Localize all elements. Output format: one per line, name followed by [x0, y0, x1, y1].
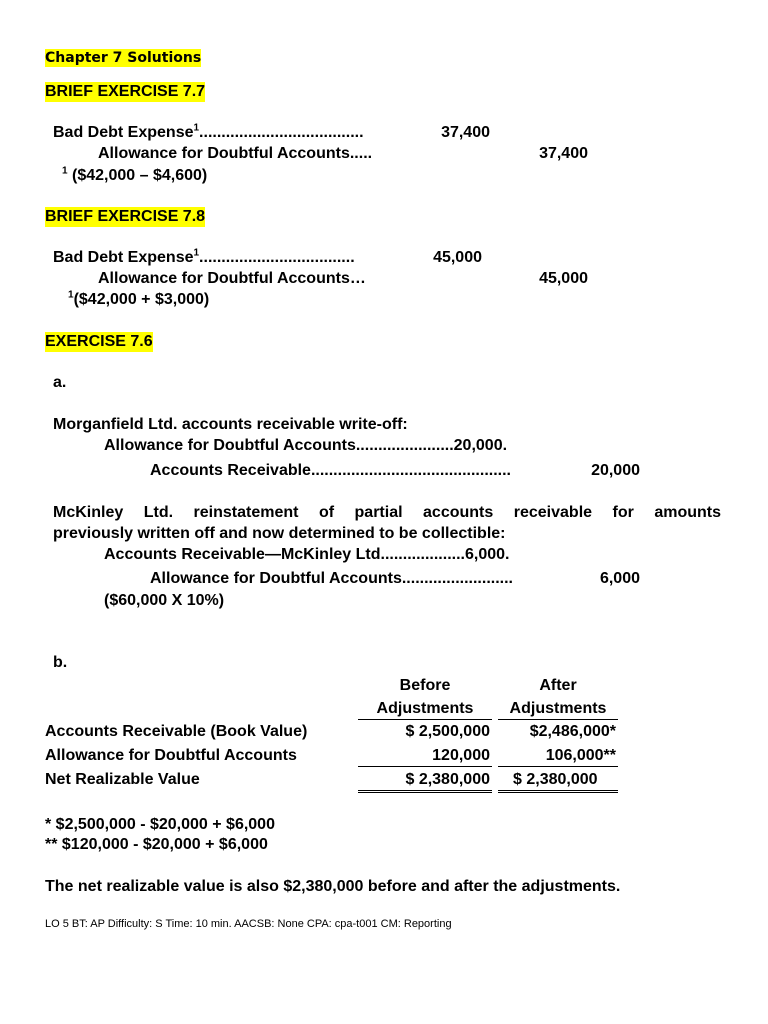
ex76-part-b: b. [53, 654, 68, 671]
mck-credit: Allowance for Doubtful Accounts......................... [150, 570, 513, 587]
ex76-heading: EXERCISE 7.6 [45, 333, 153, 350]
be77-credit-amount: 37,400 [539, 145, 588, 162]
be78-heading: BRIEF EXERCISE 7.8 [45, 208, 206, 225]
row-ar-label: Accounts Receivable (Book Value) [45, 723, 308, 740]
be78-note-sup: 1 [68, 289, 74, 301]
row-nrv-before-text: $ 2,380,000 [405, 771, 490, 788]
footnote-2: ** $120,000 - $20,000 + $6,000 [45, 836, 268, 853]
row-nrv-after [498, 770, 618, 793]
mck-line-1: McKinley Ltd. reinstatement of partial accounts receivable for amounts [53, 504, 721, 521]
be78-debit-line [53, 248, 355, 268]
be77-debit-amount: 37,400 [441, 124, 490, 141]
row-allowance-before-text: 120,000 [432, 747, 490, 764]
be77-heading: BRIEF EXERCISE 7.7 [45, 83, 206, 100]
footer-metadata: LO 5 BT: AP Difficulty: S Time: 10 min. AACSB: None CPA: cpa-t001 CM: Reporting [45, 918, 452, 930]
row-nrv-before [358, 770, 492, 793]
morgan-debit: Allowance for Doubtful Accounts......................20,000. [104, 437, 508, 454]
be77-note-text: ($42,000 – $4,600) [72, 167, 208, 184]
col-after-head-1: After [539, 677, 577, 694]
row-allowance-after-text: 106,000** [545, 747, 616, 764]
ex76-part-a: a. [53, 374, 67, 391]
row-ar-before: $ 2,500,000 [405, 723, 490, 740]
be78-debit-account: Bad Debt Expense [53, 249, 194, 266]
col-before-head-1: Before [399, 677, 451, 694]
col-after-head-2: Adjustments [498, 699, 618, 720]
be77-debit-account: Bad Debt Expense [53, 124, 194, 141]
be77-debit-sup: 1 [193, 122, 200, 134]
be78-debit-leader: ................................... [199, 249, 355, 266]
be78-credit-amount: 45,000 [539, 270, 588, 287]
be78-debit-sup: 1 [193, 247, 200, 259]
footnote-1: * $2,500,000 - $20,000 + $6,000 [45, 816, 275, 833]
row-allowance-after [498, 746, 618, 767]
morgan-title: Morganfield Ltd. accounts receivable write-off: [53, 416, 408, 433]
col-before-head-2: Adjustments [358, 699, 492, 720]
mck-line-2: previously written off and now determined to be collectible: [53, 525, 506, 542]
row-allowance-before [358, 746, 492, 767]
be78-debit-amount: 45,000 [433, 249, 482, 266]
be77-note-sup: 1 [62, 165, 68, 177]
chapter-title: Chapter 7 Solutions [45, 50, 202, 66]
be77-debit-leader: ..................................... [199, 124, 364, 141]
mck-debit: Accounts Receivable—McKinley Ltd...................6,000. [104, 546, 510, 563]
morgan-credit: Accounts Receivable............................................. [150, 462, 511, 479]
conclusion: The net realizable value is also $2,380,000 before and after the adjustments. [45, 878, 621, 895]
row-allowance-label: Allowance for Doubtful Accounts [45, 747, 297, 764]
be78-note-text: ($42,000 + $3,000) [73, 291, 210, 308]
mck-note: ($60,000 X 10%) [104, 592, 225, 609]
morgan-credit-amount: 20,000 [591, 462, 640, 479]
be78-note [68, 290, 209, 310]
be77-note [62, 166, 207, 186]
row-nrv-after-text: $ 2,380,000 [513, 771, 598, 788]
mck-credit-amount: 6,000 [599, 570, 640, 587]
be77-debit-line [53, 123, 364, 143]
be78-credit-account: Allowance for Doubtful Accounts… [98, 270, 366, 287]
row-nrv-label: Net Realizable Value [45, 771, 200, 788]
be77-credit-account: Allowance for Doubtful Accounts..... [98, 145, 373, 162]
row-ar-after: $2,486,000* [529, 723, 616, 740]
